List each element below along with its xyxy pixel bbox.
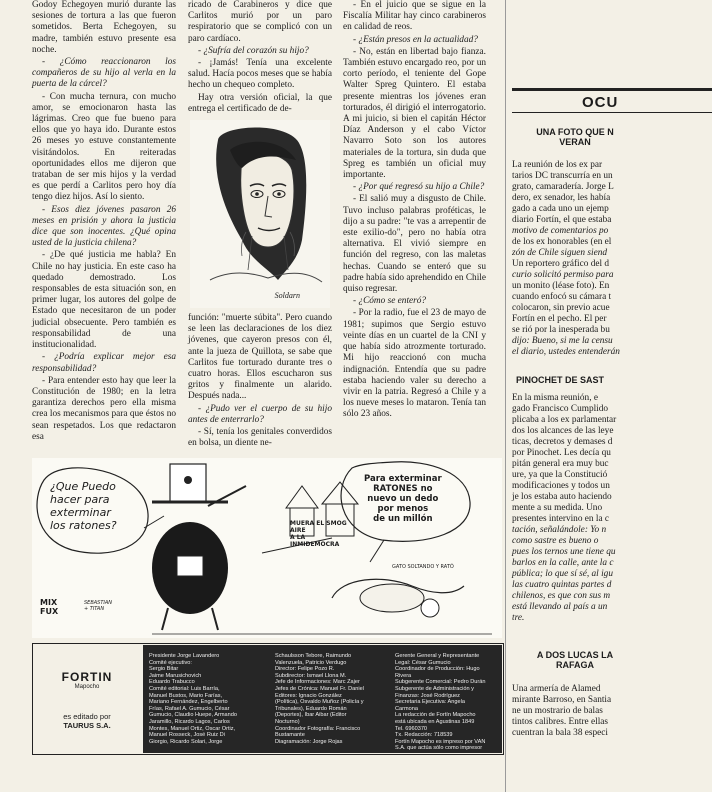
text-line: Gerente General y Representante — [395, 653, 480, 659]
sidebar-story-lucas — [512, 684, 611, 739]
cartoon-bubble-left: ¿Que Puedo hacer para exterminar los ratones? — [50, 480, 117, 532]
text-line: Jefes de Crónica: Manuel Fr. Daniel — [275, 685, 364, 692]
text-line: Bustamante — [275, 732, 305, 739]
text-line: Subdirector: Ismael Llona M. — [275, 672, 347, 679]
text-line: Coordinador de Producción: Hugo — [395, 666, 480, 673]
text-line: zón de Chile siguen siend — [512, 248, 608, 258]
text-line: Un reportero gráfico del d — [512, 259, 610, 269]
text-line: Mariano Fernández, Engelberto — [149, 699, 228, 706]
text-line: tarios DC transcurría en un — [512, 171, 613, 181]
sidebar-story-foto — [512, 160, 620, 358]
text-line: cuando enfocó su cámara t — [512, 292, 612, 302]
article-column-3 — [343, 0, 486, 460]
text-line: Tel. 6960370 — [395, 725, 428, 732]
text-line: presentes intervino en la c — [512, 514, 610, 524]
text-line: gado Francisco Cumplido — [512, 404, 609, 414]
text-line: Jaramillo, Ricardo Lagos, Carlos — [149, 718, 230, 725]
portrait-sketch — [190, 120, 330, 308]
sidebar-column — [505, 0, 620, 792]
text-line: Jefe de Informaciones: Marc Zajer — [275, 679, 360, 686]
masthead-box — [32, 643, 504, 755]
text-line: modificaciones y todos un — [512, 481, 610, 491]
text-line: tre. — [512, 613, 525, 623]
paragraph: - ¿Sufría del corazón su hijo? — [198, 45, 309, 56]
text-line: Manuel Rosseck, José Ruiz Di — [149, 732, 225, 739]
text-line: chilenos, es que con sus m — [512, 591, 611, 601]
paragraph: - ¿Cómo reaccionaron los compañeros de su hijo al verla en la puerta de la cárcel? — [32, 57, 176, 90]
text-line: dijo: Bueno, si me la censu — [512, 336, 613, 346]
text-line: En la misma reunión, e — [512, 393, 598, 403]
text-line: Diagramación: Jorge Rojas — [275, 738, 343, 745]
text-line: Jaime Marusichovich — [149, 672, 202, 679]
text-line: Secretaria Ejecutiva: Angela — [395, 699, 465, 706]
text-line: Carmona — [395, 705, 419, 712]
text-line: Presidente Jorge Lavandero — [149, 653, 220, 659]
masthead-name: FORTIN — [61, 670, 113, 684]
paragraph: - El salió muy a disgusto de Chile. Tuvo incluso palabras proféticas, le dijo a su padre: "te vas a arrepentir de este exilio-do", pero no había otra alternativa. El vivió siempre en función del regreso, con las maletas hechas. Cuando se enteró que su padre había sido aprehendido en Chile quiso regresar. — [343, 194, 486, 295]
paragraph: - ¿Pudo ver el cuerpo de su hijo antes de enterrarlo? — [188, 403, 332, 425]
paragraph: - ¿Por qué regresó su hijo a Chile? — [353, 182, 485, 193]
text-line: tación, señalándole: Yo n — [512, 525, 607, 535]
text-line: Manuel Bustos, Mario Farías, — [149, 692, 223, 699]
masthead-city: Mapocho — [74, 684, 100, 690]
text-line: mirante Barroso, en Santia — [512, 695, 612, 705]
portrait-drawing — [190, 120, 330, 308]
text-line: ne un mostrario de balas — [512, 706, 603, 716]
text-line: Fortín en el pecho. El per — [512, 314, 607, 324]
text-line: dero, ex senador, les había — [512, 193, 611, 203]
text-line: como sastre es bueno o — [512, 536, 599, 546]
text-line: Sergio Bitar — [149, 666, 179, 673]
text-line: Editores: Ignacio González — [275, 692, 342, 699]
masthead-brand — [33, 670, 141, 730]
text-line: Comité ejecutivo: — [149, 659, 192, 666]
text-line: motivo de comentarios po — [512, 226, 609, 236]
cartoon-signature-left: MIX FUX — [40, 598, 59, 616]
text-line: Valenzuela, Patricio Verdugo — [275, 659, 347, 666]
text-line: Coordinador Fotografía: Francisco — [275, 725, 361, 732]
editorial-cartoon — [32, 458, 502, 638]
text-line: S.A. que actúa sólo como impresor — [395, 745, 483, 752]
text-line: por Pinochet. Les decía qu — [512, 448, 611, 458]
text-line: grato, camaradería. Jorge L — [512, 182, 614, 192]
text-line: pues los ternos une tiene qu — [512, 547, 616, 557]
portrait-signature: Soldarn — [274, 291, 300, 300]
article-column-2-bottom — [188, 313, 332, 450]
paragraph: ricado de Carabineros y dice que Carlitos murió por un paro respiratorio que se complicó con un paro cardíaco. — [188, 0, 332, 44]
text-line: se rió por la inesperada bu — [512, 325, 610, 335]
text-line: Eduardo Trabucco — [149, 679, 195, 686]
paragraph: - ¡Jamás! Tenía una excelente salud. Hacía pocos meses que se había hecho un chequeo completo. — [188, 58, 332, 91]
text-line: Nocturno) — [275, 718, 300, 725]
text-line: de los ex honorables (en el — [512, 237, 612, 247]
paragraph: Godoy Echegoyen murió durante las sesiones de tortura a las que fueron sometidos. Berta Echegoyen, su madre, también estuvo presente esa noche. — [32, 0, 176, 55]
text-line: mente a su medida. Uno — [512, 503, 603, 513]
staff-column-c — [395, 653, 499, 752]
paragraph: - Por la radio, fue el 23 de mayo de 1981; supimos que Sergio estuvo veinte días en un cuartel de la CNI y que había sido atrozmente torturado. Mi hijo reaccionó con mucha indignación. Entendía que su padre estaba haciendo valer su derecho a vivir en la patria. Regresó a Chile y a los nueve meses lo mataron. Tenía tan sólo 23 años. — [343, 308, 486, 420]
text-line: Finanzas: José Rodríguez — [395, 692, 460, 699]
text-line: Tribunales), Eduardo Román — [275, 705, 347, 712]
text-line: Gumucio, Claudio Huepe, Armando — [149, 712, 237, 719]
text-line: está ubicada en Agustinas 1849 — [395, 718, 475, 725]
text-line: ticas, decretos y demases d — [512, 437, 613, 447]
cartoon-bubble-right: Para exterminar RATONES no nuevo un dedo por menos de un millón — [364, 474, 442, 524]
paragraph: - ¿Están presos en la actualidad? — [353, 34, 478, 45]
text-line: (Política), Osvaldo Muñoz (Policía y — [275, 699, 364, 706]
text-line: dos los alcances de las leye — [512, 426, 614, 436]
text-line: colocaron, sin previo acue — [512, 303, 610, 313]
text-line: Rivera — [395, 672, 412, 679]
text-line: pública; lo que sí sé, al igu — [512, 569, 613, 579]
sidebar-title-pinochet: PINOCHET DE SAST — [516, 375, 605, 385]
sidebar-title-lucas: A DOS LUCAS LA RAFAGA — [536, 650, 614, 670]
text-line: pitán general era muy buc — [512, 459, 609, 469]
text-line: Tx. Redacción: 718539 — [395, 732, 453, 739]
paragraph: - Con mucha ternura, con mucho amor, se emocionaron hasta las lágrimas. Creo que fue bueno para ellos que yo haya ido. Durante estos 26 meses yo estuve constantemente visitándolos. En reiteradas oportunidades ellos me dijeron que trataban de ser mis hijos y la verdad es que perdí a Carlitos pero hoy día tengo diez hijos. Así lo siento. — [32, 91, 176, 203]
text-line: Director: Felipe Pozo R. — [275, 666, 335, 673]
paragraph: Hay otra versión oficial, la que entrega el certificado de de- — [188, 92, 332, 114]
text-line: Montes, Manuel Ortiz, Oscar Ortiz, — [149, 725, 236, 732]
text-line: tintos calibres. Entre ellas — [512, 717, 609, 727]
text-line: Giorgio, Ricardo Solari, Jorge — [149, 738, 223, 745]
text-line: Subgerente de Administración y — [395, 685, 474, 692]
text-line: plicaba a los ex parlamentar — [512, 415, 617, 425]
cartoon-signature-right: SEBASTIAN + TITAN — [84, 600, 113, 612]
paragraph: - ¿De qué justicia me habla? En Chile no hay justicia. En este caso ha quedado demostrado. Los responsables de esta situación son, en primer lugar, los autores del golpe de Estado que necesitaron de un poder judicial obsecuente. Pero también es responsabilidad de una institucionalidad. — [32, 250, 176, 351]
text-line: está llevando al país a un — [512, 602, 608, 612]
paragraph: función: "muerte súbita". Pero cuando se leen las declaraciones de los diez jóvenes, que cayeron presos con él, ante la jueza de Quillota, se sabe que Carlitos fue torturado durante tres o cuatro horas. Ellos escucharon sus gritos y finalmente un alarido. Después nada... — [188, 313, 332, 402]
paragraph: - No, están en libertad bajo fianza. También estuvo encargado reo, por un corto período, el teniente del Gope Walter Spreg Quintero. El estaba presente mientras los jóvenes eran torturados, él dirigió el interrogatorio. A mi juicio, si bien el capitán Héctor Díaz Anderson y el cabo Víctor Navarro Soto son los autores materiales de la tortura, sin duda que Spreg es también un oficial muy importante. — [343, 46, 486, 181]
text-line: je los estaba auto haciendo — [512, 492, 612, 502]
text-line: Fortín Mapocho es impreso por VAN — [395, 738, 486, 745]
sidebar-story-pinochet — [512, 393, 616, 624]
text-line: La redacción de Fortín Mapocho — [395, 712, 476, 719]
staff-column-b — [275, 653, 387, 745]
paragraph: - ¿Cómo se enteró? — [353, 296, 427, 307]
paragraph: - Sí, tenía los genitales converdidos en bolsa, un diente ne- — [188, 427, 332, 449]
text-line: Frías, Rafael A. Gumucio, César — [149, 705, 230, 712]
text-line: curio solicitó permiso para — [512, 270, 614, 280]
masthead-staff-list — [143, 645, 502, 753]
text-line: ure, ya que la Constitució — [512, 470, 608, 480]
text-line: el diario, ustedes entenderán — [512, 347, 620, 357]
text-line: La reunión de los ex par — [512, 160, 603, 170]
text-line: las cuatro quintas partes d — [512, 580, 612, 590]
paragraph: - ¿Podría explicar mejor esa responsabilidad? — [32, 352, 176, 374]
text-line: (Deportes), Ibar Aibar (Editor — [275, 712, 347, 719]
article-column-1 — [32, 0, 176, 458]
paragraph: - Para entender esto hay que leer la Constitución de 1980; en la letra garantiza derechos pero ella misma crea los mecanismos para que éstos no sean respetados. Los que redactaron esa — [32, 375, 176, 442]
text-line: Comité editorial: Luis Barría, — [149, 685, 220, 692]
text-line: Schaulsson Tebore, Raimundo — [275, 653, 352, 659]
text-line: cuentran la bala 38 especi — [512, 728, 609, 738]
text-line: Una armería de Alamed — [512, 684, 601, 694]
text-line: gado a cada uno un ejemp — [512, 204, 609, 214]
cartoon-sign: MUERA EL SMOG AIRE A LA INMIDEMOCRA — [290, 520, 347, 548]
sidebar-section-head: OCU — [512, 88, 712, 113]
paragraph: - En el juicio que se sigue en la Fiscalía Militar hay cinco carabineros en calidad de reos. — [343, 0, 486, 33]
sidebar-title-foto: UNA FOTO QUE N VERAN — [536, 127, 614, 147]
text-line: un monito (léase foto). En — [512, 281, 610, 291]
masthead-publisher: es editado por TAURUS S.A. — [63, 712, 111, 730]
cartoon-arrow-note: GATO SOLTANDO Y RATÓ — [392, 564, 454, 570]
article-column-2-top — [188, 0, 332, 116]
text-line: diario Fortín, el que estaba — [512, 215, 612, 225]
text-line: Subgerente Comercial: Pedro Durán — [395, 679, 486, 686]
paragraph: - Esos diez jóvenes pasaron 26 meses en prisión y ahora la justicia dice que son inocentes. ¿Qué opina usted de la justicia chilena? — [32, 204, 176, 249]
text-line: Legal: César Gumucio — [395, 659, 451, 666]
staff-column-a — [149, 653, 267, 745]
text-line: barlos en la calle, ante la c — [512, 558, 614, 568]
